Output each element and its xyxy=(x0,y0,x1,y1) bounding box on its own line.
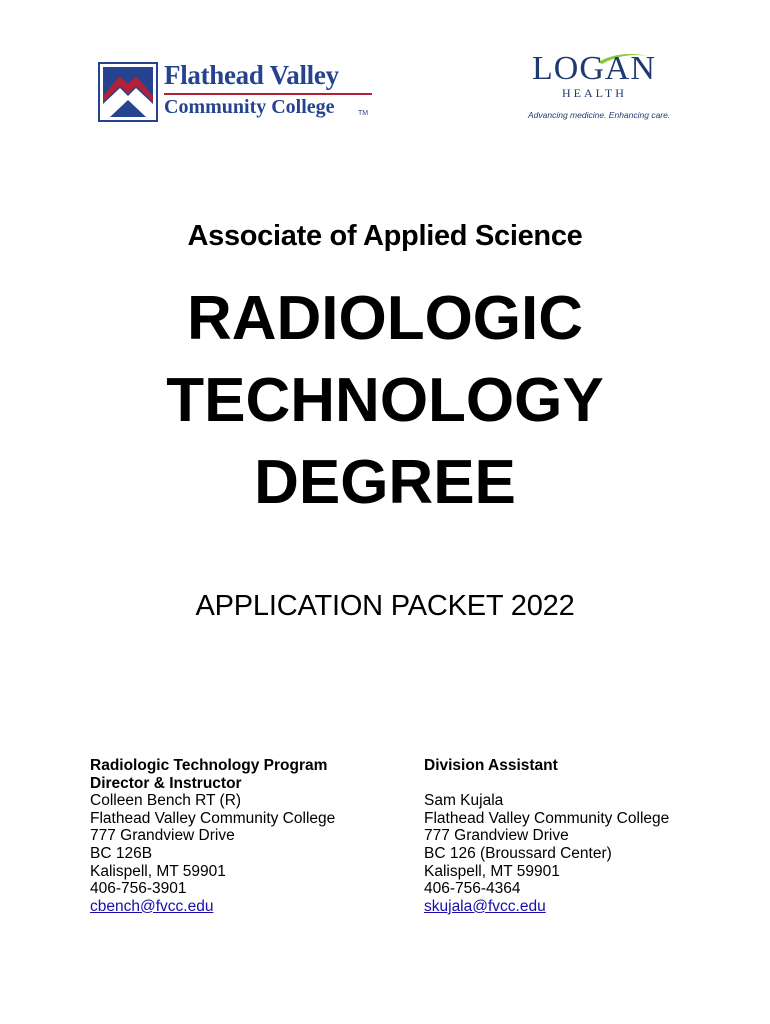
contact-street: 777 Grandview Drive xyxy=(90,827,235,845)
contact-street: 777 Grandview Drive xyxy=(424,827,569,845)
logan-health-logo xyxy=(520,48,680,124)
logan-name: LOGAN xyxy=(532,50,656,87)
contact-phone: 406-756-4364 xyxy=(424,880,521,898)
contact-org: Flathead Valley Community College xyxy=(424,809,670,827)
contact-spacer xyxy=(424,775,669,793)
fvcc-logo xyxy=(98,60,378,126)
logan-subname: HEALTH xyxy=(562,86,627,100)
packet-title: APPLICATION PACKET 2022 xyxy=(195,590,575,622)
title-line-3: DEGREE xyxy=(254,448,516,517)
contact-director xyxy=(90,757,335,915)
contact-heading-line2: Director & Instructor xyxy=(90,774,242,792)
contact-room: BC 126 (Broussard Center) xyxy=(424,844,612,862)
title-line-2: TECHNOLOGY xyxy=(166,366,604,435)
degree-subtitle: Associate of Applied Science xyxy=(187,220,583,252)
contact-heading: Division Assistant xyxy=(424,757,558,774)
contact-heading-line1: Radiologic Technology Program xyxy=(90,757,328,774)
contact-name: Sam Kujala xyxy=(424,792,504,810)
fvcc-trademark: TM xyxy=(358,110,369,117)
contact-city: Kalispell, MT 59901 xyxy=(424,862,560,880)
contact-phone: 406-756-3901 xyxy=(90,880,187,898)
contact-name: Colleen Bench RT (R) xyxy=(90,792,242,810)
contact-email-link[interactable]: skujala@fvcc.edu xyxy=(424,897,546,915)
program-title xyxy=(0,278,770,524)
fvcc-mountain-icon xyxy=(98,62,158,122)
contact-email-link[interactable]: cbench@fvcc.edu xyxy=(90,897,214,915)
contact-org: Flathead Valley Community College xyxy=(90,809,336,827)
contact-city: Kalispell, MT 59901 xyxy=(90,862,226,880)
fvcc-divider xyxy=(164,93,372,95)
logan-tagline: Advancing medicine. Enhancing care. xyxy=(528,110,671,120)
fvcc-name-line1: Flathead Valley xyxy=(164,60,339,90)
title-line-1: RADIOLOGIC xyxy=(186,284,584,353)
fvcc-name-line2: Community College xyxy=(164,96,335,118)
contact-room: BC 126B xyxy=(90,844,153,862)
contact-assistant xyxy=(424,757,669,915)
